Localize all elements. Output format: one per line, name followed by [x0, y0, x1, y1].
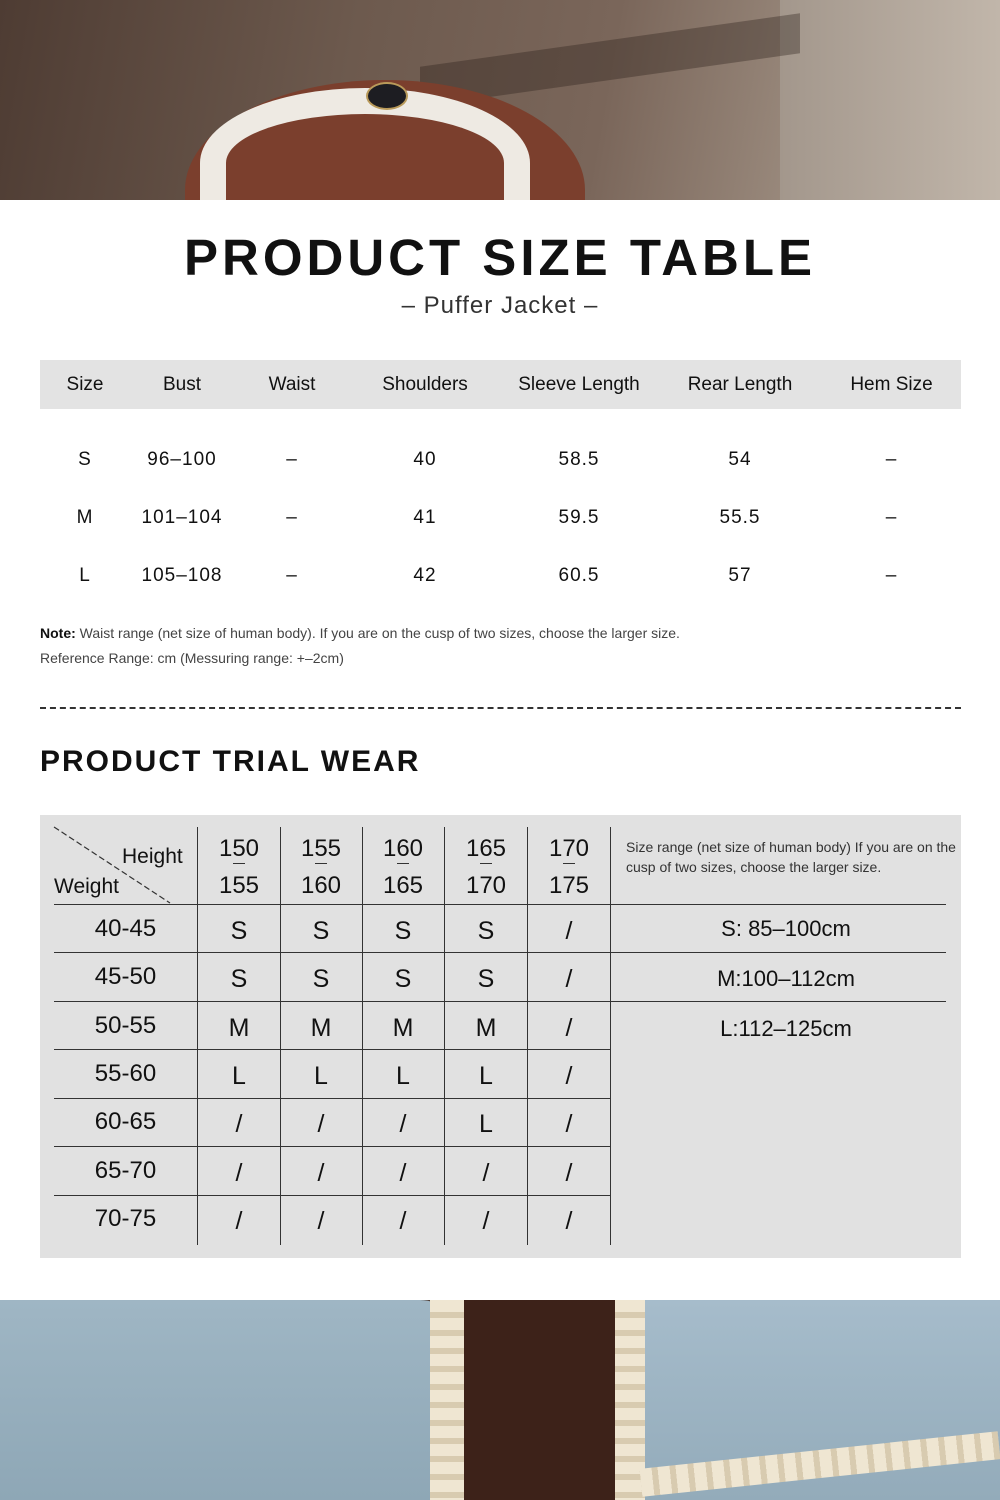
cell-bust: 101–104: [141, 507, 223, 528]
cell-size: S: [78, 449, 92, 470]
cell-shoulders: 42: [413, 565, 437, 586]
height-header: [528, 830, 610, 904]
cell-size: M: [76, 507, 94, 528]
size-cell: /: [565, 1159, 573, 1187]
cell-rear-length: 55.5: [719, 507, 761, 528]
page-title: PRODUCT SIZE TABLE: [183, 229, 817, 286]
grid-line: [54, 1146, 610, 1147]
size-cell: /: [235, 1159, 243, 1187]
weight-cell: 50-55: [94, 1012, 157, 1039]
cell-waist: –: [286, 449, 298, 470]
range-dash: [397, 863, 409, 864]
grid-line: [54, 1001, 946, 1002]
height-max: 170: [465, 872, 507, 899]
height-header: [198, 830, 280, 904]
size-cell: /: [565, 917, 573, 945]
size-range-m: M:100–112cm: [717, 966, 855, 991]
cell-shoulders: 40: [413, 449, 437, 470]
height-header: [444, 830, 528, 904]
cell-shoulders: 41: [413, 507, 437, 528]
top-photo: [0, 0, 1000, 200]
height-min: 155: [300, 835, 342, 862]
note-label: Note:: [40, 625, 76, 641]
size-cell: M: [310, 1014, 332, 1042]
cell-bust: 96–100: [147, 449, 217, 470]
size-cell: L: [479, 1062, 493, 1090]
reference-range-note: Reference Range: cm (Messuring range: +–2cm): [40, 650, 344, 666]
grid-line: [54, 952, 946, 953]
weight-cell: 70-75: [94, 1205, 157, 1232]
size-cell: L: [479, 1110, 493, 1138]
trial-section-title: PRODUCT TRIAL WEAR: [40, 745, 421, 778]
size-table-header: [40, 360, 961, 409]
weight-cell: 55-60: [94, 1060, 157, 1087]
height-max: 165: [382, 872, 424, 899]
size-cell: M: [392, 1014, 414, 1042]
size-cell: /: [235, 1110, 243, 1138]
height-axis-label: Height: [122, 845, 183, 868]
cell-sleeve-length: 58.5: [558, 449, 600, 470]
height-max: 160: [300, 872, 342, 899]
size-cell: S: [394, 965, 412, 993]
size-range-l: L:112–125cm: [720, 1016, 852, 1041]
size-cell: S: [477, 917, 495, 945]
grid-line: [54, 1049, 610, 1050]
height-min: 165: [465, 835, 507, 862]
size-cell: /: [565, 1110, 573, 1138]
weight-cell: 60-65: [94, 1108, 157, 1135]
photo-wall: [780, 0, 1000, 200]
col-header-shoulders: Shoulders: [382, 373, 468, 395]
cell-size: L: [79, 565, 91, 586]
cell-sleeve-length: 59.5: [558, 507, 600, 528]
size-range-s: S: 85–100cm: [721, 916, 851, 941]
bottom-photo: [0, 1300, 1000, 1500]
page-subtitle: – Puffer Jacket –: [401, 292, 599, 319]
height-max: 175: [548, 872, 590, 899]
trial-wear-table: [40, 815, 961, 1258]
section-divider: [40, 707, 961, 709]
cell-rear-length: 57: [728, 565, 752, 586]
height-header: [362, 830, 444, 904]
size-cell: S: [312, 965, 330, 993]
range-dash: [480, 863, 492, 864]
grid-line: [54, 904, 946, 905]
size-cell: /: [565, 965, 573, 993]
cell-hem-size: –: [885, 565, 898, 586]
size-cell: /: [482, 1207, 490, 1235]
size-cell: L: [232, 1062, 246, 1090]
weight-cell: 40-45: [94, 915, 157, 942]
size-range-note: Size range (net size of human body) If you are on the cusp of two sizes, choose the larger size.: [626, 839, 956, 875]
photo-lace-trim-left: [430, 1300, 464, 1500]
size-cell: M: [475, 1014, 497, 1042]
photo-coat-left: [0, 1300, 460, 1500]
photo-headband-brooch: [366, 82, 408, 110]
cell-waist: –: [286, 565, 298, 586]
grid-line: [54, 1195, 610, 1196]
note-text: Waist range (net size of human body). If you are on the cusp of two sizes, choose the larger size.: [75, 625, 680, 641]
size-cell: /: [399, 1159, 407, 1187]
size-cell: /: [399, 1110, 407, 1138]
size-cell: L: [396, 1062, 410, 1090]
size-cell: M: [228, 1014, 250, 1042]
weight-cell: 65-70: [94, 1157, 157, 1184]
table-row: [40, 440, 961, 480]
cell-sleeve-length: 60.5: [558, 565, 600, 586]
size-cell: /: [317, 1159, 325, 1187]
size-cell: S: [230, 917, 248, 945]
col-header-sleeve-length: Sleeve Length: [518, 373, 640, 395]
range-dash: [315, 863, 327, 864]
height-max: 155: [218, 872, 260, 899]
col-header-rear-length: Rear Length: [687, 373, 793, 395]
col-header-size: Size: [66, 373, 104, 395]
col-header-waist: Waist: [268, 373, 316, 395]
cell-bust: 105–108: [141, 565, 223, 586]
size-cell: /: [482, 1159, 490, 1187]
size-cell: /: [565, 1062, 573, 1090]
range-dash: [563, 863, 575, 864]
grid-line: [54, 1098, 610, 1099]
height-min: 170: [548, 835, 590, 862]
size-note: [40, 625, 680, 641]
size-cell: L: [314, 1062, 328, 1090]
cell-rear-length: 54: [728, 449, 752, 470]
table-row: [40, 498, 961, 538]
height-min: 150: [218, 835, 260, 862]
weight-axis-label: Weight: [54, 875, 119, 898]
range-dash: [233, 863, 245, 864]
table-row: [40, 556, 961, 596]
size-cell: /: [565, 1014, 573, 1042]
size-cell: S: [394, 917, 412, 945]
col-header-bust: Bust: [162, 373, 202, 395]
cell-hem-size: –: [885, 449, 898, 470]
weight-cell: 45-50: [94, 963, 157, 990]
cell-hem-size: –: [885, 507, 898, 528]
size-cell: /: [317, 1207, 325, 1235]
size-cell: /: [399, 1207, 407, 1235]
size-cell: S: [230, 965, 248, 993]
size-cell: /: [235, 1207, 243, 1235]
size-cell: S: [477, 965, 495, 993]
height-min: 160: [382, 835, 424, 862]
cell-waist: –: [286, 507, 298, 528]
size-cell: S: [312, 917, 330, 945]
size-cell: /: [317, 1110, 325, 1138]
height-header: [280, 830, 362, 904]
col-header-hem-size: Hem Size: [850, 373, 933, 395]
photo-inner-top: [460, 1300, 640, 1500]
size-cell: /: [565, 1207, 573, 1235]
